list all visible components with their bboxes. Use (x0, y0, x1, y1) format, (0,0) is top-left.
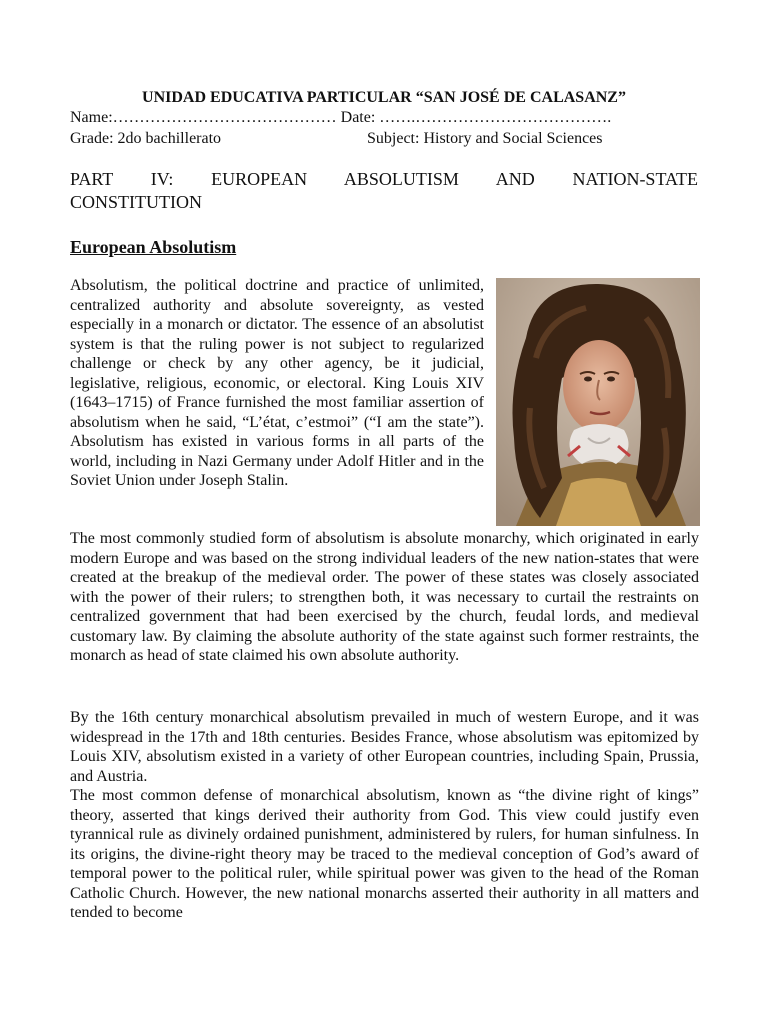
paragraph-16th-century: By the 16th century monarchical absolutism prevailed in much of western Europe, and it was widespread in the 17th and 18th centuries. Besides France, whose absolutism was epitomized by Louis XIV, absolutism existed in a variety of other European countries, including Spain, Prussia, and Austria. (70, 709, 699, 785)
section-heading: European Absolutism (70, 237, 237, 257)
subject-label: Subject: History and Social Sciences (367, 130, 603, 147)
school-name: UNIDAD EDUCATIVA PARTICULAR “SAN JOSÉ DE CALASANZ” (142, 89, 626, 106)
part-title-line-2: CONSTITUTION (70, 192, 202, 212)
paragraph-absolute-monarchy: The most commonly studied form of absolutism is absolute monarchy, which originated in early modern Europe and was based on the strong individual leaders of the new nation-states that were created at the breakup of the medieval order. The power of these states was closely associated with the power of their rulers; to strengthen both, it was necessary to curtail the restraints on centralized government that had been exercised by the church, feudal lords, and medieval customary law. By claiming the absolute authority of the state against such former restraints, the monarch as head of state claimed his own absolute authority. (70, 530, 699, 664)
portrait-icon (496, 278, 700, 526)
part-title (70, 168, 698, 214)
paragraph-intro: Absolutism, the political doctrine and practice of unlimited, centralized authority and absolute sovereignty, as vested especially in a monarch or dictator. The essence of an absolutist system is that the ruling power is not subject to regularized challenge or check by any other agency, be it judicial, legislative, religious, economic, or electoral. King Louis XIV (1643–1715) of France furnished the most familiar assertion of absolutism when he said, “L’état, c’estmoi” (“I am the state”). Absolutism has existed in various forms in all parts of the world, including in Nazi Germany under Adolf Hitler and in the Soviet Union under Joseph Stalin. (70, 277, 484, 489)
part-title-line-1: PART IV: EUROPEAN ABSOLUTISM AND NATION-STATE (70, 169, 698, 189)
name-date-line: Name:…………………………………… Date: …….………………………………. (70, 109, 612, 126)
grade-label: Grade: 2do bachillerato (70, 130, 222, 147)
portrait-illustration (496, 278, 700, 526)
paragraph-divine-right: The most common defense of monarchical absolutism, known as “the divine right of kings” theory, asserted that kings derived their authority from God. This view could justify even tyrannical rule as divinely ordained punishment, administered by rulers, for human sinfulness. In its origins, the divine-right theory may be traced to the medieval conception of God’s award of temporal power to the political ruler, while spiritual power was given to the head of the Roman Catholic Church. However, the new national monarchs asserted their authority in all matters and tended to become (70, 787, 699, 921)
